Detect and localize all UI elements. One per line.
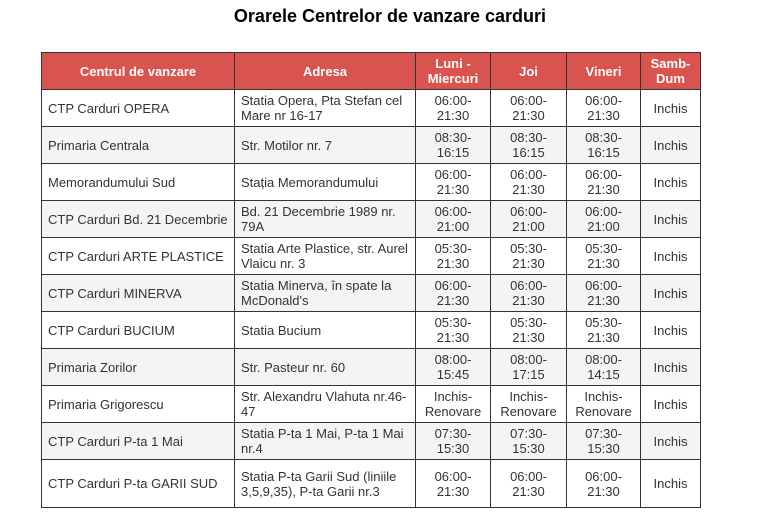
table-row xyxy=(42,238,701,275)
table-body xyxy=(42,90,701,508)
cell-weekend: Inchis xyxy=(641,201,701,238)
cell-center: CTP Carduri ARTE PLASTICE xyxy=(42,238,235,275)
cell-thu: 06:00-21:30 xyxy=(491,90,567,127)
cell-center: Memorandumului Sud xyxy=(42,164,235,201)
cell-address: Statia Bucium xyxy=(235,312,416,349)
cell-mon-wed: 07:30-15:30 xyxy=(416,423,491,460)
cell-address: Statia P-ta 1 Mai, P-ta 1 Mai nr.4 xyxy=(235,423,416,460)
cell-mon-wed: 08:00-15:45 xyxy=(416,349,491,386)
header-fri: Vineri xyxy=(567,53,641,90)
cell-center: CTP Carduri BUCIUM xyxy=(42,312,235,349)
cell-thu: 06:00-21:30 xyxy=(491,275,567,312)
table-row xyxy=(42,312,701,349)
cell-thu: Inchis-Renovare xyxy=(491,386,567,423)
cell-address: Statia Opera, Pta Stefan cel Mare nr 16-17 xyxy=(235,90,416,127)
table-row xyxy=(42,349,701,386)
cell-weekend: Inchis xyxy=(641,238,701,275)
table-row xyxy=(42,386,701,423)
table-row xyxy=(42,164,701,201)
cell-weekend: Inchis xyxy=(641,312,701,349)
cell-weekend: Inchis xyxy=(641,349,701,386)
cell-fri: 06:00-21:30 xyxy=(567,275,641,312)
cell-weekend: Inchis xyxy=(641,423,701,460)
cell-fri: 08:30-16:15 xyxy=(567,127,641,164)
header-weekend: Samb-Dum xyxy=(641,53,701,90)
cell-address: Str. Pasteur nr. 60 xyxy=(235,349,416,386)
table-row xyxy=(42,201,701,238)
cell-weekend: Inchis xyxy=(641,275,701,312)
cell-fri: Inchis-Renovare xyxy=(567,386,641,423)
cell-address: Bd. 21 Decembrie 1989 nr. 79A xyxy=(235,201,416,238)
header-row xyxy=(42,53,701,90)
cell-address: Stația Memorandumului xyxy=(235,164,416,201)
page-title: Orarele Centrelor de vanzare carduri xyxy=(233,6,547,26)
cell-weekend: Inchis xyxy=(641,386,701,423)
schedule-table xyxy=(41,52,701,508)
cell-weekend: Inchis xyxy=(641,127,701,164)
cell-thu: 06:00-21:30 xyxy=(491,164,567,201)
table-row xyxy=(42,127,701,164)
cell-mon-wed: 08:30-16:15 xyxy=(416,127,491,164)
cell-mon-wed: 06:00-21:30 xyxy=(416,164,491,201)
cell-fri: 06:00-21:00 xyxy=(567,201,641,238)
cell-weekend: Inchis xyxy=(641,90,701,127)
table-row xyxy=(42,90,701,127)
cell-mon-wed: 06:00-21:30 xyxy=(416,275,491,312)
cell-center: CTP Carduri Bd. 21 Decembrie xyxy=(42,201,235,238)
cell-center: CTP Carduri MINERVA xyxy=(42,275,235,312)
cell-fri: 06:00-21:30 xyxy=(567,460,641,508)
cell-fri: 06:00-21:30 xyxy=(567,90,641,127)
cell-address: Statia P-ta Garii Sud (liniile 3,5,9,35), P-ta Garii nr.3 xyxy=(235,460,416,508)
cell-mon-wed: 05:30-21:30 xyxy=(416,238,491,275)
cell-weekend: Inchis xyxy=(641,164,701,201)
cell-mon-wed: 06:00-21:30 xyxy=(416,460,491,508)
cell-thu: 06:00-21:30 xyxy=(491,460,567,508)
cell-thu: 07:30-15:30 xyxy=(491,423,567,460)
header-center: Centrul de vanzare xyxy=(42,53,235,90)
cell-thu: 05:30-21:30 xyxy=(491,312,567,349)
cell-address: Statia Arte Plastice, str. Aurel Vlaicu nr. 3 xyxy=(235,238,416,275)
cell-fri: 05:30-21:30 xyxy=(567,238,641,275)
cell-fri: 07:30-15:30 xyxy=(567,423,641,460)
cell-thu: 06:00-21:00 xyxy=(491,201,567,238)
cell-thu: 08:00-17:15 xyxy=(491,349,567,386)
table-row xyxy=(42,460,701,508)
cell-address: Str. Motilor nr. 7 xyxy=(235,127,416,164)
cell-weekend: Inchis xyxy=(641,460,701,508)
header-mon-wed: Luni - Miercuri xyxy=(416,53,491,90)
cell-center: Primaria Grigorescu xyxy=(42,386,235,423)
cell-center: CTP Carduri P-ta 1 Mai xyxy=(42,423,235,460)
cell-mon-wed: 06:00-21:30 xyxy=(416,90,491,127)
cell-center: CTP Carduri P-ta GARII SUD xyxy=(42,460,235,508)
cell-fri: 08:00-14:15 xyxy=(567,349,641,386)
table-row xyxy=(42,275,701,312)
cell-thu: 05:30-21:30 xyxy=(491,238,567,275)
cell-mon-wed: Inchis-Renovare xyxy=(416,386,491,423)
cell-address: Statia Minerva, în spate la McDonald's xyxy=(235,275,416,312)
cell-address: Str. Alexandru Vlahuta nr.46-47 xyxy=(235,386,416,423)
cell-thu: 08:30-16:15 xyxy=(491,127,567,164)
header-thu: Joi xyxy=(491,53,567,90)
cell-fri: 05:30-21:30 xyxy=(567,312,641,349)
cell-center: CTP Carduri OPERA xyxy=(42,90,235,127)
cell-mon-wed: 05:30-21:30 xyxy=(416,312,491,349)
cell-mon-wed: 06:00-21:00 xyxy=(416,201,491,238)
table-row xyxy=(42,423,701,460)
header-address: Adresa xyxy=(235,53,416,90)
cell-center: Primaria Zorilor xyxy=(42,349,235,386)
cell-fri: 06:00-21:30 xyxy=(567,164,641,201)
cell-center: Primaria Centrala xyxy=(42,127,235,164)
